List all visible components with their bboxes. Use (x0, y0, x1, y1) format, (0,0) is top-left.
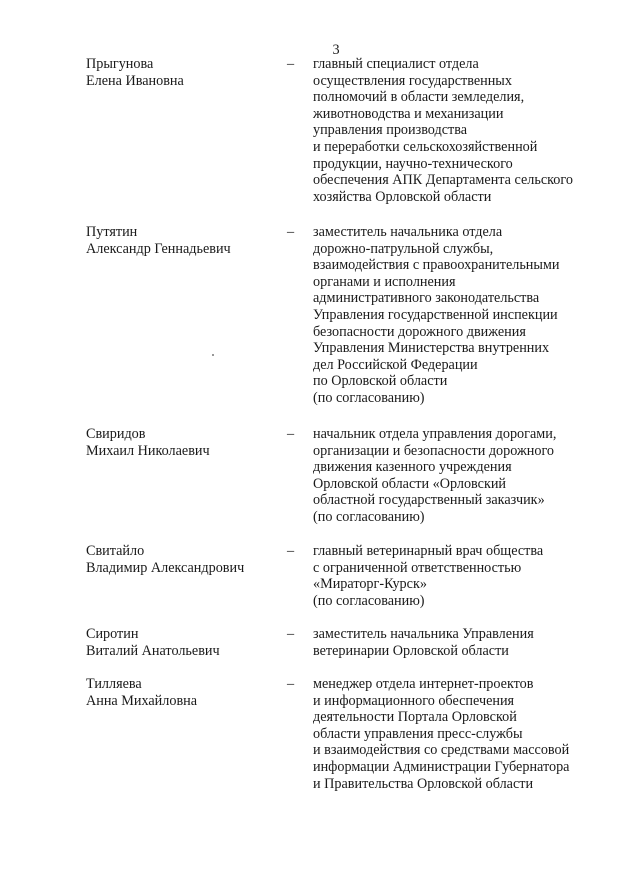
person-name (86, 56, 286, 89)
role-line: органами и исполнения (313, 273, 456, 290)
role-line: деятельности Портала Орловской (313, 709, 517, 726)
role-line: полномочий в области земледелия, (313, 89, 525, 106)
role-line: и информационного обеспечения (313, 692, 515, 709)
role-line: движения казенного учреждения (313, 459, 512, 476)
role-line: «Мираторг-Курск» (313, 576, 427, 593)
person-name (86, 626, 286, 659)
role-line: ветеринарии Орловской области (313, 642, 509, 659)
person-name (86, 224, 286, 257)
person-name (86, 543, 286, 576)
role-line: (по согласованию) (313, 592, 425, 609)
role-line: главный специалист отдела (313, 56, 479, 72)
role-line: начальник отдела управления дорогами, (313, 426, 557, 442)
role-line: (по согласованию) (313, 389, 425, 406)
page-number: 3 (332, 42, 340, 58)
surname: Свиридов (86, 426, 146, 442)
role-line: областной государственный заказчик» (313, 492, 545, 509)
position-description (313, 543, 613, 609)
role-line: дорожно-патрульной службы, (313, 240, 494, 257)
role-line: с ограниченной ответственностью (313, 559, 522, 576)
role-line: информации Администрации Губернатора (313, 758, 570, 775)
person-name (86, 676, 286, 709)
given-names: Михаил Николаевич (86, 442, 210, 459)
role-line: области управления пресс-службы (313, 725, 523, 742)
given-names: Виталий Анатольевич (86, 642, 220, 659)
dash-separator: – (287, 224, 295, 240)
dash-separator: – (287, 543, 295, 559)
role-line: менеджер отдела интернет-проектов (313, 676, 534, 692)
given-names: Александр Геннадьевич (86, 240, 231, 257)
dash-separator: – (287, 426, 295, 442)
role-line: и переработки сельскохозяйственной (313, 138, 538, 155)
role-line: и Правительства Орловской области (313, 775, 534, 792)
role-line: административного законодательства (313, 290, 540, 307)
role-line: и взаимодействия со средствами массовой (313, 742, 570, 759)
role-line: по Орловской области (313, 373, 448, 390)
position-description (313, 224, 613, 407)
role-line: организации и безопасности дорожного (313, 442, 555, 459)
role-line: безопасности дорожного движения (313, 323, 526, 340)
scan-speck (212, 354, 214, 356)
role-line: заместитель начальника отдела (313, 224, 503, 240)
role-line: управления производства (313, 122, 468, 139)
surname: Путятин (86, 224, 138, 240)
role-line: взаимодействия с правоохранительными (313, 257, 560, 274)
role-line: заместитель начальника Управления (313, 626, 534, 642)
dash-separator: – (287, 56, 295, 72)
dash-separator: – (287, 676, 295, 692)
role-line: продукции, научно-технического (313, 155, 513, 172)
dash-separator: – (287, 626, 295, 642)
role-line: Орловской области «Орловский (313, 475, 507, 492)
role-line: обеспечения АПК Департамента сельского (313, 172, 573, 189)
position-description (313, 626, 613, 659)
surname: Сиротин (86, 626, 139, 642)
role-line: Управления Министерства внутренних (313, 340, 550, 357)
given-names: Владимир Александрович (86, 559, 245, 576)
role-line: дел Российской Федерации (313, 356, 478, 373)
surname: Тилляева (86, 676, 142, 692)
role-line: главный ветеринарный врач общества (313, 543, 544, 559)
surname: Свитайло (86, 543, 145, 559)
surname: Прыгунова (86, 56, 154, 72)
role-line: осуществления государственных (313, 72, 512, 89)
position-description (313, 426, 613, 526)
position-description (313, 676, 613, 792)
given-names: Анна Михайловна (86, 692, 198, 709)
person-name (86, 426, 286, 459)
role-line: животноводства и механизации (313, 105, 504, 122)
role-line: (по согласованию) (313, 508, 425, 525)
role-line: хозяйства Орловской области (313, 188, 492, 205)
position-description (313, 56, 613, 205)
role-line: Управления государственной инспекции (313, 306, 558, 323)
given-names: Елена Ивановна (86, 72, 184, 89)
